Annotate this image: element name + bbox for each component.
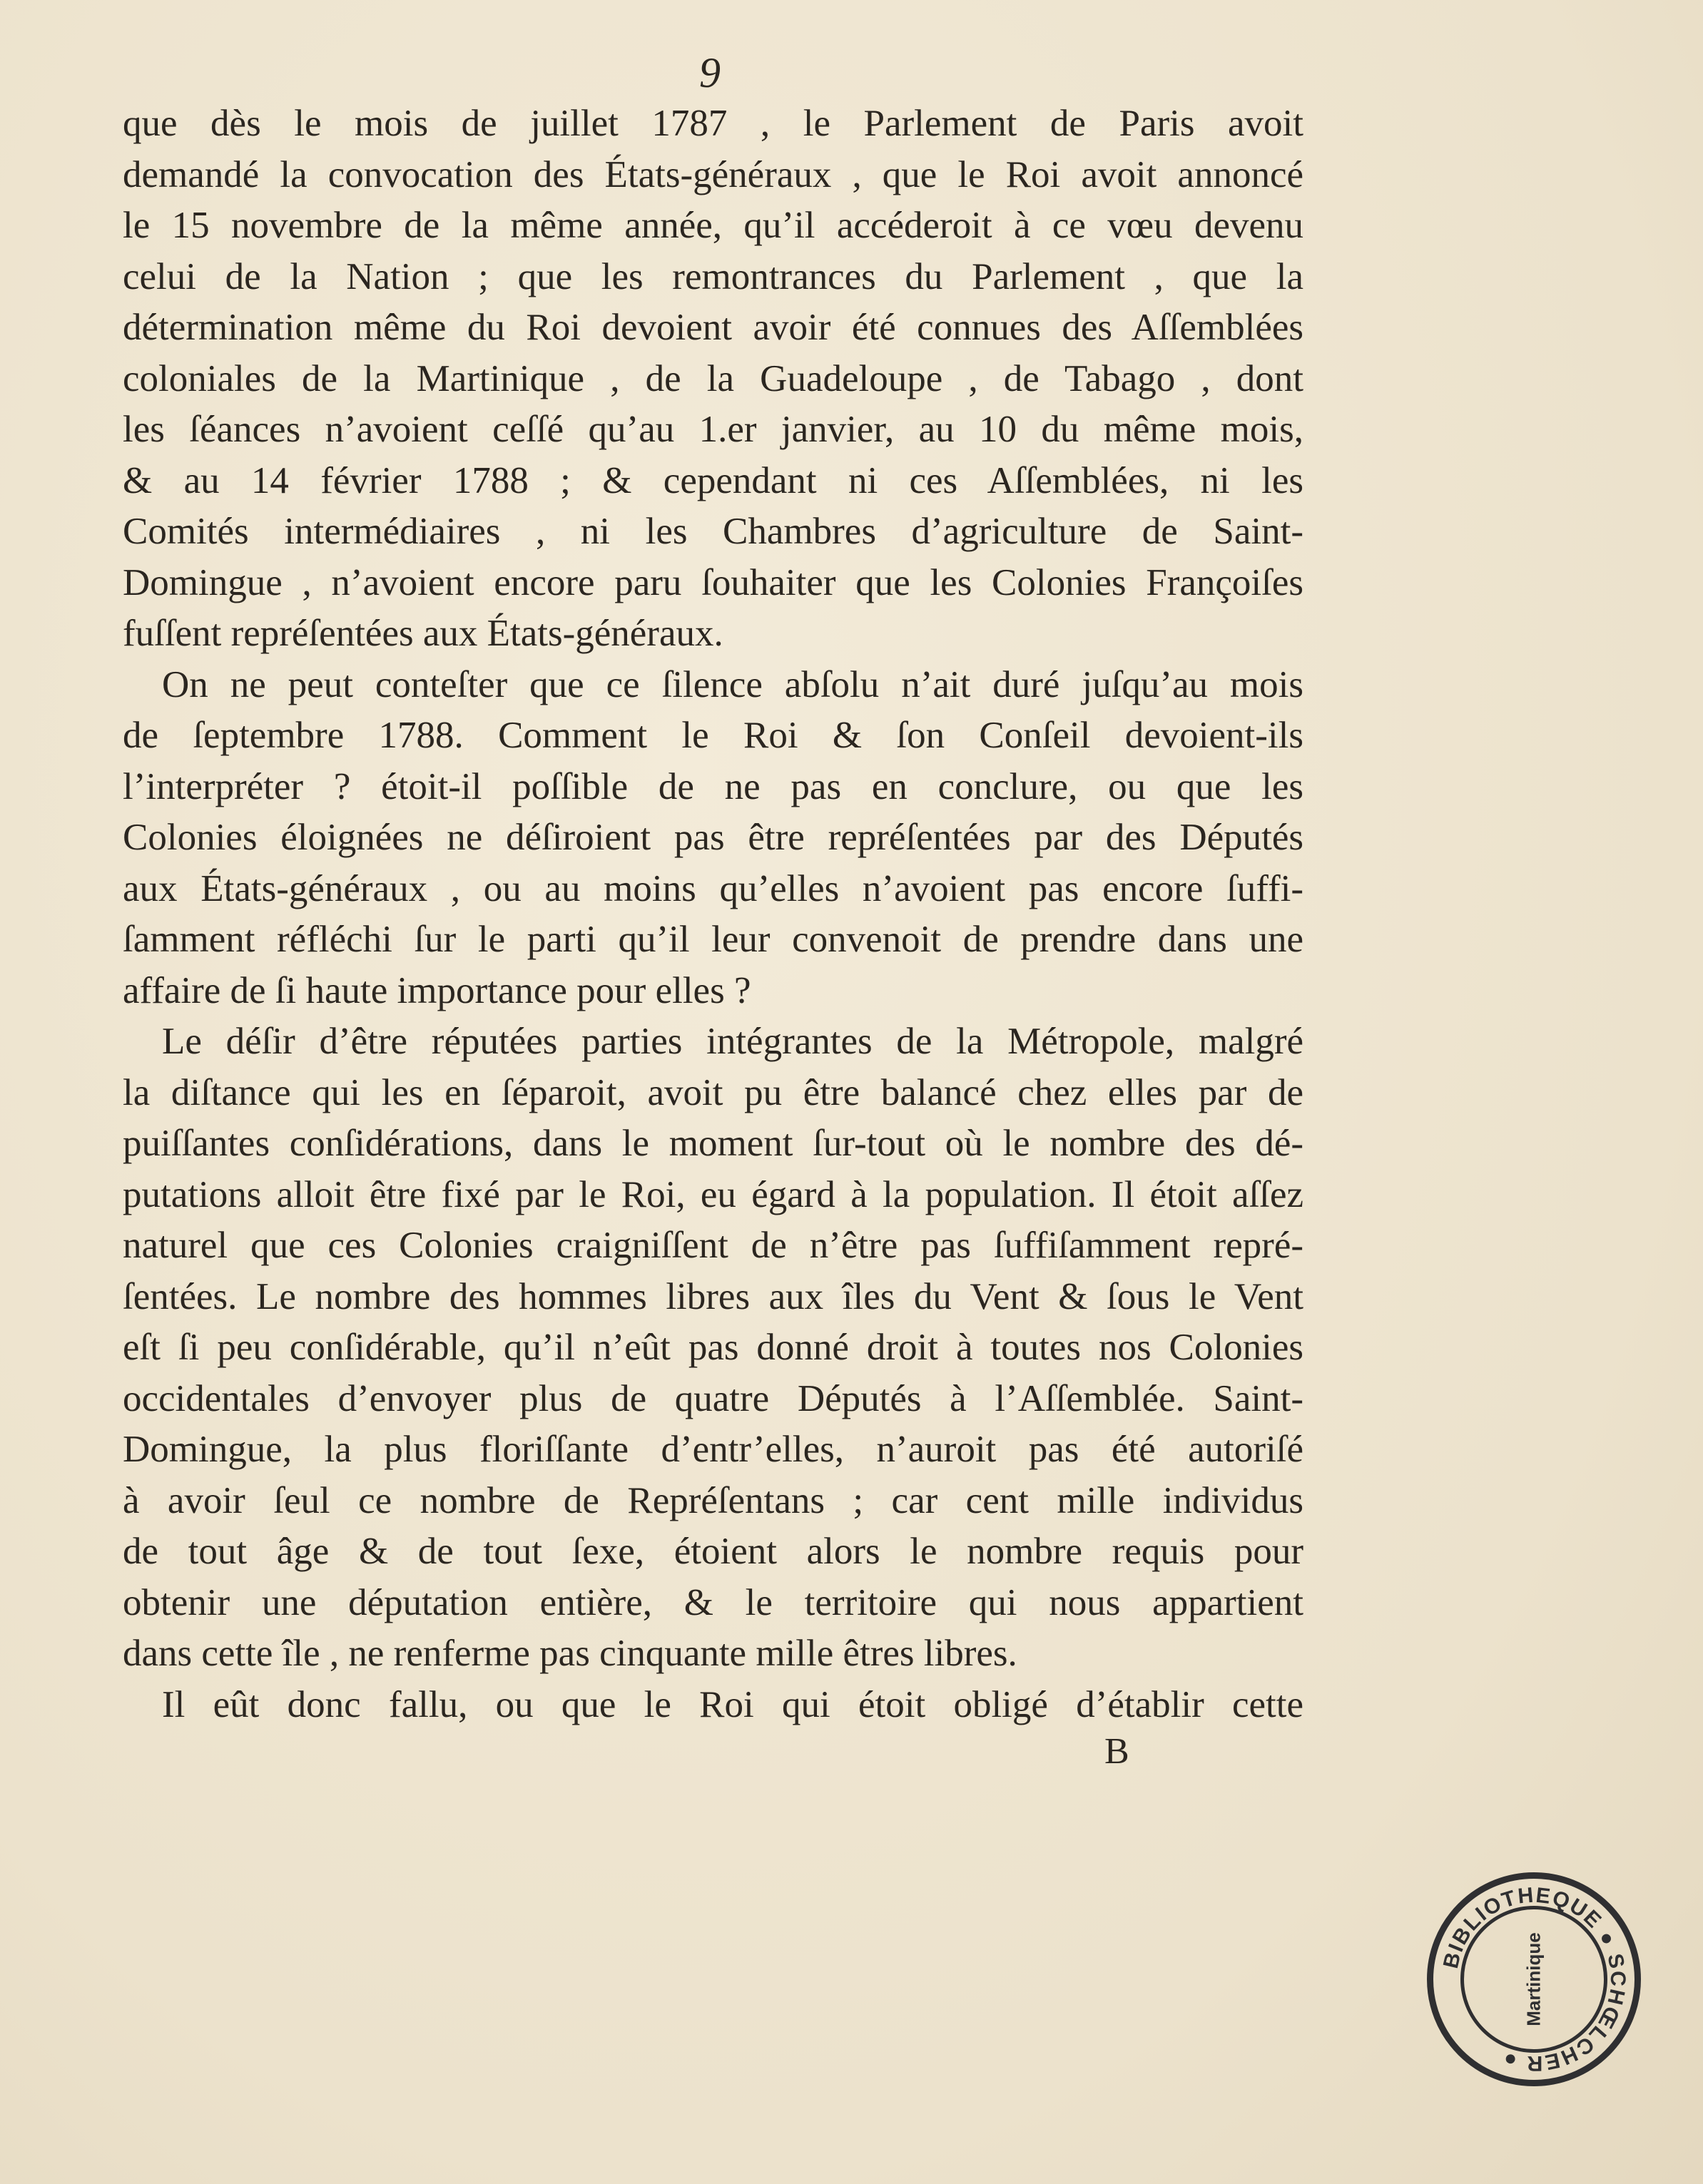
body-text [123, 98, 1303, 1730]
text-line: & au 14 février 1788 ; & cependant ni ces Aſſemblées, ni les [123, 459, 1303, 501]
text-line: celui de la Nation ; que les remontrances du Parlement , que la [123, 255, 1303, 297]
text-line: la diſtance qui les en ſéparoit, avoit pu être balancé chez elles par de [123, 1071, 1303, 1113]
text-line: ſentées. Le nombre des hommes libres aux îles du Vent & ſous le Vent [123, 1275, 1303, 1317]
text-line: de tout âge & de tout ſexe, étoient alors le nombre requis pour [123, 1531, 1303, 1572]
stamp-center-text: Martinique [1522, 1932, 1545, 2026]
text-line: obtenir une députation entière, & le territoire qui nous appartient [123, 1581, 1303, 1623]
text-line: détermination même du Roi devoient avoir été connues des Aſſemblées [123, 307, 1303, 348]
text-line: l’interpréter ? étoit-il poſſible de ne pas en conclure, ou que les [123, 765, 1303, 807]
text-line: On ne peut conteſter que ce ſilence abſolu n’ait duré juſqu’au mois [162, 663, 1303, 705]
text-line: aux États-généraux , ou au moins qu’elles n’avoient pas encore ſuffi- [123, 867, 1303, 909]
library-stamp [1427, 1872, 1641, 2086]
text-line: Colonies éloignées ne déſiroient pas être repréſentées par des Députés [123, 817, 1303, 858]
text-line: fuſſent repréſentées aux États-généraux. [123, 613, 723, 654]
text-line: affaire de ſi haute importance pour elles ? [123, 969, 751, 1011]
text-line: naturel que ces Colonies craigniſſent de n’être pas ſuffiſamment repré- [123, 1225, 1303, 1266]
text-line: dans cette île , ne renferme pas cinquante mille êtres libres. [123, 1633, 1017, 1674]
catchword: B [1104, 1731, 1129, 1772]
text-line: à avoir ſeul ce nombre de Repréſentans ; car cent mille individus [123, 1479, 1303, 1521]
text-line: demandé la convocation des États-généraux , que le Roi avoit annoncé [123, 153, 1303, 195]
text-line: Domingue, la plus floriſſante d’entr’elles, n’auroit pas été autoriſé [123, 1429, 1303, 1470]
text-line: Domingue , n’avoient encore paru ſouhaiter que les Colonies Françoiſes [123, 561, 1303, 603]
text-line: le 15 novembre de la même année, qu’il accéderoit à ce vœu devenu [123, 205, 1303, 246]
text-line: Comités intermédiaires , ni les Chambres d’agriculture de Saint- [123, 511, 1303, 552]
stamp-ring-text: BIBLIOTHEQUE ● SCHŒLCHER ● [1438, 1883, 1630, 2076]
text-line: ſamment réfléchi ſur le parti qu’il leur convenoit de prendre dans une [123, 919, 1303, 960]
text-line: eſt ſi peu conſidérable, qu’il n’eût pas donné droit à toutes nos Colonies [123, 1327, 1303, 1368]
text-line: coloniales de la Martinique , de la Guadeloupe , de Tabago , dont [123, 357, 1303, 399]
text-line: de ſeptembre 1788. Comment le Roi & ſon Conſeil devoient-ils [123, 715, 1303, 756]
text-line: putations alloit être fixé par le Roi, eu égard à la population. Il étoit aſſez [123, 1173, 1303, 1215]
text-line: Le déſir d’être réputées parties intégrantes de la Métropole, malgré [162, 1021, 1303, 1062]
text-line: occidentales d’envoyer plus de quatre Députés à l’Aſſemblée. Saint- [123, 1377, 1303, 1419]
text-line: les ſéances n’avoient ceſſé qu’au 1.er janvier, au 10 du même mois, [123, 409, 1303, 450]
text-line: puiſſantes conſidérations, dans le moment ſur-tout où le nombre des dé- [123, 1123, 1303, 1164]
page-number: 9 [699, 49, 721, 96]
text-line: que dès le mois de juillet 1787 , le Parlement de Paris avoit [123, 103, 1303, 144]
text-line: Il eût donc fallu, ou que le Roi qui étoit obligé d’établir cette [162, 1683, 1303, 1725]
